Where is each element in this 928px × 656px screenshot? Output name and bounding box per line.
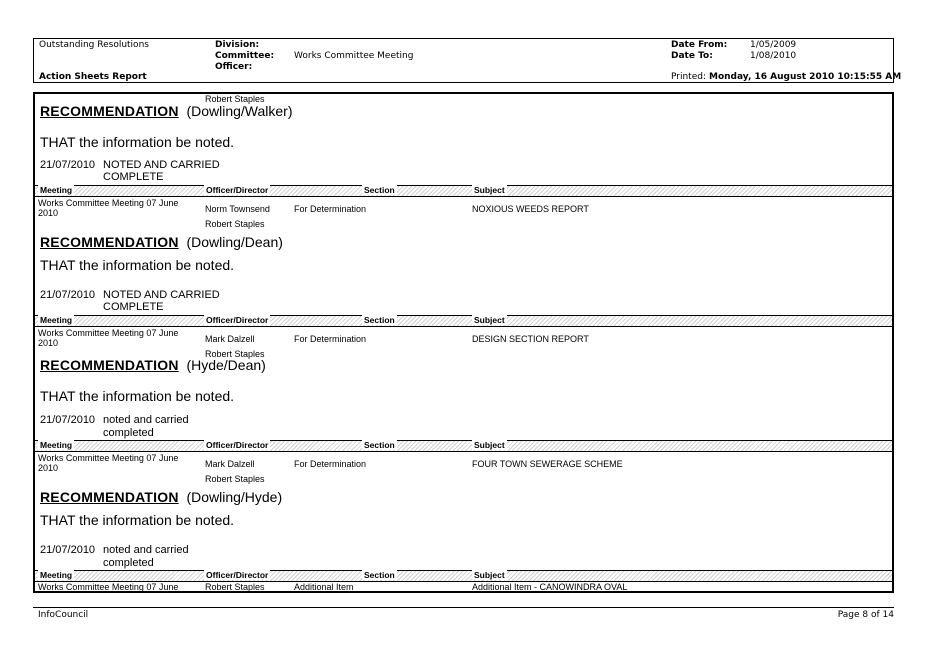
- recommendation-statement: THAT the information be noted.: [40, 512, 235, 528]
- officer-name: Robert Staples: [205, 474, 265, 484]
- col-subject: Subject: [474, 570, 505, 580]
- section-name: For Determination: [294, 204, 367, 214]
- recommendation-movers: (Dowling/Hyde): [186, 489, 283, 505]
- date-to-label: Date To:: [671, 51, 713, 61]
- recommendation-word: RECOMMENDATION: [40, 489, 179, 505]
- meeting-name: Works Committee Meeting 07 June: [38, 582, 179, 592]
- officer-name: Mark Dalzell: [205, 334, 255, 344]
- col-subject: Subject: [474, 440, 505, 450]
- col-officer: Officer/Director: [206, 185, 269, 195]
- subject-name: Additional Item - CANOWINDRA OVAL: [472, 582, 628, 592]
- table-header: [35, 570, 892, 582]
- recommendation-statement: THAT the information be noted.: [40, 388, 235, 404]
- note-date: 21/07/2010: [40, 159, 96, 171]
- date-to-value: 1/08/2010: [750, 51, 797, 61]
- col-subject: Subject: [474, 315, 505, 325]
- recommendation-word: RECOMMENDATION: [40, 357, 179, 373]
- date-from-value: 1/05/2009: [750, 40, 797, 50]
- col-meeting: Meeting: [40, 185, 73, 195]
- col-officer: Officer/Director: [206, 315, 269, 325]
- col-section: Section: [364, 440, 395, 450]
- recommendation-heading: [40, 357, 266, 373]
- table-header: [35, 440, 892, 452]
- recommendation-movers: (Dowling/Dean): [186, 234, 283, 250]
- printed-value: Monday, 16 August 2010 10:15:55 AM: [709, 72, 902, 82]
- committee-label: Committee:: [215, 51, 275, 61]
- recommendation-heading: [40, 103, 293, 119]
- recommendation-statement: THAT the information be noted.: [40, 257, 235, 273]
- report-body: [33, 92, 894, 593]
- section-name: For Determination: [294, 459, 367, 469]
- meeting-name: 2010: [38, 463, 59, 473]
- report-subtitle: Action Sheets Report: [39, 72, 147, 82]
- officer-name: Robert Staples: [205, 349, 265, 359]
- table-header: [35, 185, 892, 197]
- officer-name: Mark Dalzell: [205, 459, 255, 469]
- meeting-name: Works Committee Meeting 07 June: [38, 453, 179, 463]
- section-name: Additional Item: [294, 582, 354, 592]
- officer-label: Officer:: [215, 62, 253, 72]
- col-section: Section: [364, 570, 395, 580]
- officer-name: Robert Staples: [205, 582, 265, 592]
- division-label: Division:: [215, 40, 260, 50]
- report-title: Outstanding Resolutions: [39, 40, 149, 50]
- note-line: COMPLETE: [103, 171, 164, 183]
- report-header: [33, 38, 902, 83]
- col-officer: Officer/Director: [206, 570, 269, 580]
- subject-name: FOUR TOWN SEWERAGE SCHEME: [472, 459, 623, 469]
- printed-label: Printed:: [671, 72, 706, 82]
- section-name: For Determination: [294, 334, 367, 344]
- col-meeting: Meeting: [40, 440, 73, 450]
- recommendation-statement: THAT the information be noted.: [40, 134, 235, 150]
- officer-name: Robert Staples: [205, 94, 265, 104]
- col-meeting: Meeting: [40, 570, 73, 580]
- note-line: completed: [103, 427, 154, 439]
- col-section: Section: [364, 315, 395, 325]
- footer-brand: InfoCouncil: [38, 610, 89, 620]
- officer-name: Norm Townsend: [205, 204, 270, 214]
- meeting-name: Works Committee Meeting 07 June: [38, 198, 179, 208]
- recommendation-word: RECOMMENDATION: [40, 234, 179, 250]
- meeting-name: 2010: [38, 208, 59, 218]
- recommendation-movers: (Dowling/Walker): [186, 103, 293, 119]
- note-line: NOTED AND CARRIED: [103, 289, 220, 301]
- meeting-name: Works Committee Meeting 07 June: [38, 328, 179, 338]
- date-from-label: Date From:: [671, 40, 728, 50]
- recommendation-heading: [40, 234, 283, 250]
- table-header: [35, 315, 892, 327]
- committee-value: Works Committee Meeting: [294, 51, 414, 61]
- subject-name: DESIGN SECTION REPORT: [472, 334, 589, 344]
- recommendation-word: RECOMMENDATION: [40, 103, 179, 119]
- note-date: 21/07/2010: [40, 544, 96, 556]
- page-number: Page 8 of 14: [837, 610, 894, 620]
- note-date: 21/07/2010: [40, 289, 96, 301]
- col-subject: Subject: [474, 185, 505, 195]
- col-officer: Officer/Director: [206, 440, 269, 450]
- note-date: 21/07/2010: [40, 414, 96, 426]
- note-line: NOTED AND CARRIED: [103, 159, 220, 171]
- note-line: COMPLETE: [103, 301, 164, 313]
- note-line: noted and carried: [103, 414, 189, 426]
- officer-name: Robert Staples: [205, 219, 265, 229]
- meeting-name: 2010: [38, 338, 59, 348]
- subject-name: NOXIOUS WEEDS REPORT: [472, 204, 589, 214]
- col-section: Section: [364, 185, 395, 195]
- recommendation-heading: [40, 489, 282, 505]
- col-meeting: Meeting: [40, 315, 73, 325]
- recommendation-movers: (Hyde/Dean): [186, 357, 266, 373]
- note-line: completed: [103, 557, 154, 569]
- page-footer: [33, 607, 894, 620]
- note-line: noted and carried: [103, 544, 189, 556]
